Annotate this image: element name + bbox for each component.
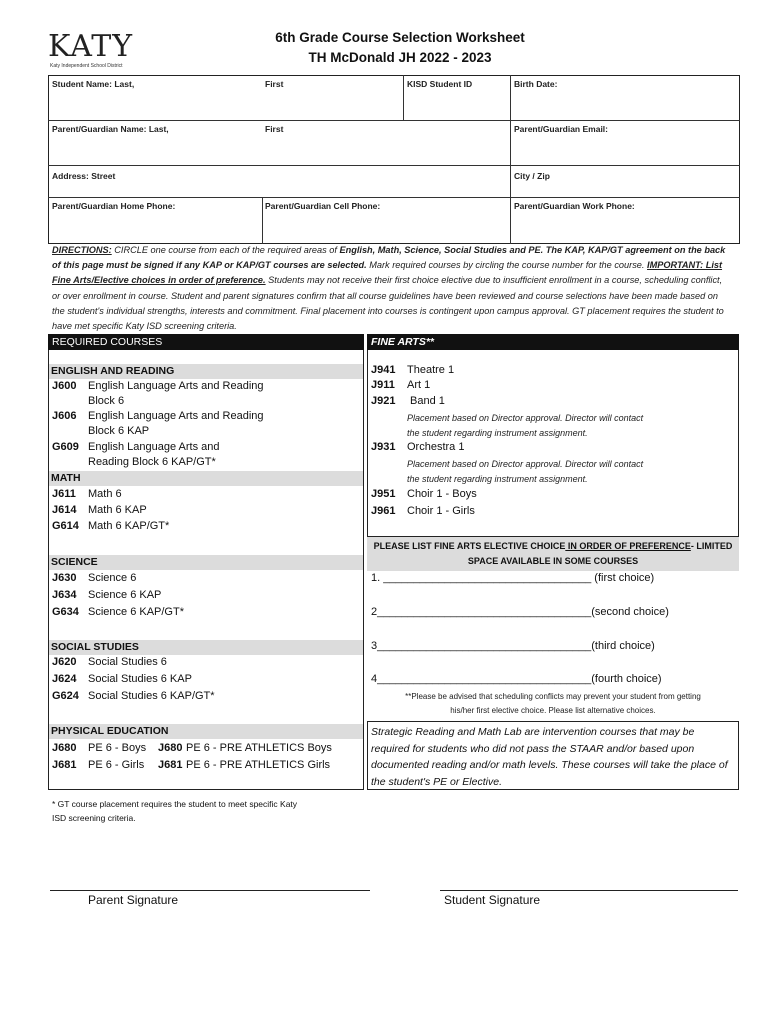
math-section-title: MATH [49,471,363,486]
directions-part-3: Students may not receive their first choice elective due to insufficient enrollment in a course, scheduling conflict, or over enrollment in course. Student and parent signatures confirm that all course guidelines have been reviewed and course selections have been made based on the student's individual strengths, interests and commitment. Final placement into courses is contingent upon campus approval. GT placement requires the student to have met specific Katy ISD screening criteria. [52,275,724,332]
course-name: Band 1 [407,395,445,407]
first-choice-blank[interactable]: 1. __________________________________ (first choice) [371,572,655,584]
elective-choice-heading [367,537,739,571]
course-name: English Language Arts and Reading [88,380,264,392]
course-name: Science 6 KAP/GT* [88,606,184,618]
course-code[interactable]: J921 [371,395,396,407]
student-first-name-field[interactable]: First [265,79,284,89]
elective-heading-line2: SPACE AVAILABLE IN SOME COURSES [467,556,639,566]
course-code[interactable]: J681 [158,759,183,771]
course-name: PE 6 - Boys [88,742,147,754]
directions-label: DIRECTIONS: [52,245,112,255]
course-name: Social Studies 6 KAP/GT* [88,690,215,702]
parent-first-name-field[interactable]: First [265,124,284,134]
directions-bold: English, Math, Science, Social Studies and PE. The KAP, KAP/GT agreement on the back of this page must be signed if any KAP or KAP/GT courses are selected. [52,245,726,271]
logo-text: KATY [48,29,134,64]
course-name: PE 6 - Girls [88,759,145,771]
required-courses-header: REQUIRED COURSES [48,334,364,350]
lab-note-text: Strategic Reading and Math Lab are intervention courses that may be required for students who did not pass the STAAR and/or based upon documented reading and/or math levels. These courses will take the place of the student's PE or Elective. [371,726,728,788]
form-divider [262,197,263,244]
orchestra-note: Placement based on Director approval. Director will contact [407,459,644,469]
form-divider [510,75,511,244]
pe-section-title: PHYSICAL EDUCATION [49,724,363,739]
course-name: Math 6 [88,488,122,500]
course-name: Choir 1 - Girls [407,505,475,517]
course-name: PE 6 - PRE ATHLETICS Girls [186,759,331,771]
city-zip-field[interactable]: City / Zip [514,171,550,181]
orchestra-note: the student regarding instrument assignment. [407,474,588,484]
directions-important: IMPORTANT: List Fine Arts/Elective choices in order of preference. [52,260,723,286]
course-code[interactable]: J606 [52,410,77,422]
science-section-title: SCIENCE [49,555,363,570]
course-name: Choir 1 - Boys [407,488,477,500]
directions-part-2: Mark required courses by circling the course number for the course. [366,260,648,271]
course-code[interactable]: J624 [52,673,77,685]
gt-footnote-line: * GT course placement requires the student to meet specific Katy [52,799,298,809]
elective-heading-part: PLEASE LIST FINE ARTS ELECTIVE CHOICE [373,541,566,551]
course-code[interactable]: J911 [371,379,395,391]
course-code[interactable]: G609 [52,441,79,453]
course-code[interactable]: J961 [371,505,396,517]
english-section-title: ENGLISH AND READING [49,364,363,379]
elective-heading-part: - LIMITED [690,541,733,551]
course-name: Math 6 KAP [88,504,147,516]
logo-subtitle: Katy Independent School District [50,63,123,69]
form-divider [48,165,740,166]
parent-email-field[interactable]: Parent/Guardian Email: [514,124,608,134]
course-name: Art 1 [407,379,431,391]
directions-text [52,243,732,334]
fourth-choice-blank[interactable]: 4___________________________________(fourth choice) [371,673,662,685]
student-signature-label: Student Signature [444,893,541,907]
third-choice-blank[interactable]: 3___________________________________(third choice) [371,640,655,652]
course-code[interactable]: J600 [52,380,77,392]
course-code[interactable]: J634 [52,589,77,601]
course-name: Social Studies 6 [88,656,167,668]
cell-phone-field[interactable]: Parent/Guardian Cell Phone: [265,201,381,211]
work-phone-field[interactable]: Parent/Guardian Work Phone: [514,201,635,211]
fine-arts-header: FINE ARTS** [367,334,739,350]
course-code[interactable]: J611 [52,488,76,500]
course-name: Math 6 KAP/GT* [88,520,170,532]
course-name: Orchestra 1 [407,441,465,453]
form-divider [48,120,740,121]
course-name: Science 6 KAP [88,589,162,601]
page-title: 6th Grade Course Selection Worksheet [275,30,525,45]
home-phone-field[interactable]: Parent/Guardian Home Phone: [52,201,176,211]
elective-heading-underlined: IN ORDER OF PREFERENCE [565,541,691,551]
second-choice-blank[interactable]: 2___________________________________(second choice) [371,606,669,618]
course-name: Science 6 [88,572,137,584]
social-studies-section-title: SOCIAL STUDIES [49,640,363,655]
band-note: the student regarding instrument assignment. [407,428,588,438]
course-name: Social Studies 6 KAP [88,673,192,685]
page-subtitle: TH McDonald JH 2022 - 2023 [308,50,492,65]
course-code[interactable]: G634 [52,606,79,618]
address-field[interactable]: Address: Street [52,171,116,181]
course-code[interactable]: J680 [52,742,77,754]
district-logo [48,30,132,72]
student-signature-line[interactable] [440,890,738,891]
course-code[interactable]: J680 [158,742,183,754]
directions-part-1: CIRCLE one course from each of the required areas of [111,245,340,255]
band-note: Placement based on Director approval. Director will contact [407,413,644,423]
parent-signature-label: Parent Signature [88,893,179,907]
scheduling-warning: **Please be advised that scheduling conflicts may prevent your student from getting [405,692,701,701]
course-code[interactable]: J620 [52,656,77,668]
form-divider [48,197,740,198]
course-code[interactable]: J951 [371,488,396,500]
course-code[interactable]: J681 [52,759,77,771]
course-name: Reading Block 6 KAP/GT* [88,456,216,468]
gt-footnote-line: ISD screening criteria. [52,813,136,823]
gt-footnote [52,797,297,825]
course-code[interactable]: J931 [371,441,396,453]
student-id-field[interactable]: KISD Student ID [407,79,473,89]
course-code[interactable]: G624 [52,690,79,702]
student-last-name-field[interactable]: Student Name: Last, [52,79,135,89]
form-divider [403,75,404,120]
course-code[interactable]: J630 [52,572,77,584]
course-code[interactable]: J614 [52,504,77,516]
parent-signature-line[interactable] [50,890,370,891]
course-name: Block 6 [88,395,125,407]
course-code[interactable]: J941 [371,364,396,376]
birth-date-field[interactable]: Birth Date: [514,79,558,89]
course-code[interactable]: G614 [52,520,79,532]
parent-last-name-field[interactable]: Parent/Guardian Name: Last, [52,124,169,134]
course-name: Theatre 1 [407,364,455,376]
course-name: English Language Arts and Reading [88,410,264,422]
course-name: Block 6 KAP [88,425,150,437]
scheduling-warning: his/her first elective choice. Please list alternative choices. [450,706,656,715]
course-name: English Language Arts and [88,441,220,453]
course-name: PE 6 - PRE ATHLETICS Boys [186,742,332,754]
student-info-form [48,75,740,244]
